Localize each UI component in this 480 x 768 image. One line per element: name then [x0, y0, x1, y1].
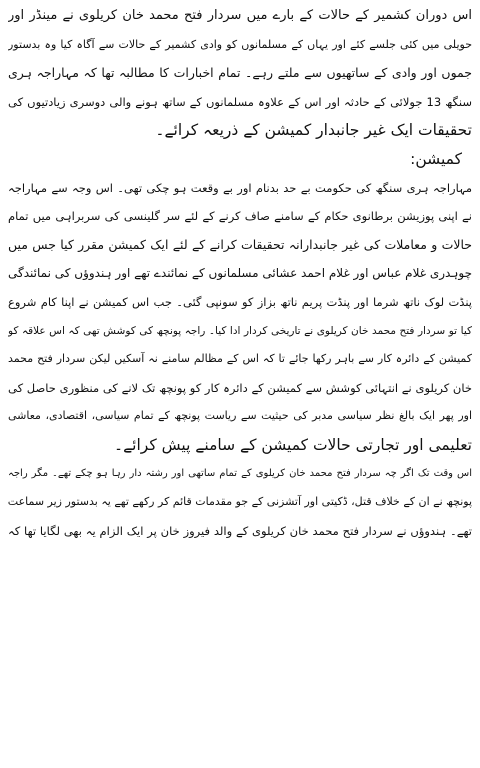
text-line: نے اپنی پوزیشن برطانوی حکام کے سامنے صاف کرنے کے لئے سر گلینسی کی سربراہی میں تمام [8, 209, 472, 224]
text-line: تعلیمی اور تجارتی حالات کمیشن کے سامنے پیش کرائے۔ [113, 435, 472, 454]
text-line: خان کریلوی نے انتہائی کوشش سے کمیشن کے دائرہ کار کو پونچھ تک لانے کی منظوری حاصل کی [8, 380, 472, 395]
paragraph-3 [8, 460, 472, 546]
text-line: حالات و معاملات کی غیر جانبدارانہ تحقیقات کرانے کے لئے ایک کمیشن مقرر کیا جس میں [8, 236, 472, 252]
text-line: اس وقت تک اگر چہ سردار فتح محمد خان کریلوی کے تمام ساتھی اور رشتہ دار رہا ہو چکے تھے۔ مگر راجہ [8, 467, 472, 479]
text-line: مہاراجہ ہری سنگھ کی حکومت بے حد بدنام اور بے وقعت ہو چکی تھی۔ اس وجہ سے مہاراجہ [8, 180, 472, 195]
paragraph-1 [8, 2, 472, 145]
text-line: پنڈت لوک ناتھ شرما اور پنڈت پریم ناتھ بزاز کو سونپی گئی۔ جب اس کمیشن نے اپنا کام شروع [8, 294, 472, 309]
text-line: پونچھ نے ان کے خلاف قتل، ڈکیتی اور آتشزنی کے جو مقدمات قائم کر رکھے تھے یہ بدستور زیر سماعت [8, 495, 472, 509]
text-line: تھے۔ ہندوؤں نے سردار فتح محمد خان کریلوی کے والد فیروز خان پر ایک الزام یہ بھی لگایا تھا کہ [8, 523, 472, 538]
text-line: چوہدری غلام عباس اور غلام احمد عشائی مسلمانوں کے نمائندے تھے اور ہندوؤں کی نمائندگی [8, 266, 472, 281]
section-heading: کمیشن: [410, 149, 462, 168]
text-line: اور پھر ایک بالغ نظر سیاسی مدبر کی حیثیت سے ریاست پونچھ کے تمام سیاسی، اقتصادی، معاشی [8, 409, 472, 423]
text-line: کیا تو سردار فتح محمد خان کریلوی نے تاریخی کردار ادا کیا۔ راجہ پونچھ کی کوشش تھی کہ اس علاقہ کو [8, 324, 472, 337]
text-line: تحقیقات ایک غیر جانبدار کمیشن کے ذریعہ کرائے۔ [155, 121, 472, 140]
text-line: جموں اور وادی کے ساتھیوں سے ملتے رہے۔ تمام اخبارات کا مطالبہ تھا کہ مہاراجہ ہری [8, 65, 472, 81]
paragraph-2 [8, 174, 472, 460]
text-line: حویلی میں کئی جلسے کئے اور یہاں کے مسلمانوں کو وادی کشمیر کے حالات سے آگاہ کیا وہ بدستور [8, 37, 472, 51]
text-line: اس دوران کشمیر کے حالات کے بارے میں سردار فتح محمد خان کریلوی نے مینڈر اور [8, 8, 472, 23]
text-line: کمیشن کے دائرہ کار سے باہر رکھا جائے تا کہ اس کے مظالم سامنے نہ آسکیں لیکن سردار فتح محمد [8, 352, 472, 366]
text-line: سنگھ 13 جولائی کے حادثہ اور اس کے علاوہ مسلمانوں کے ساتھ ہونے والی دوسری زیادتیوں کی [8, 94, 472, 109]
